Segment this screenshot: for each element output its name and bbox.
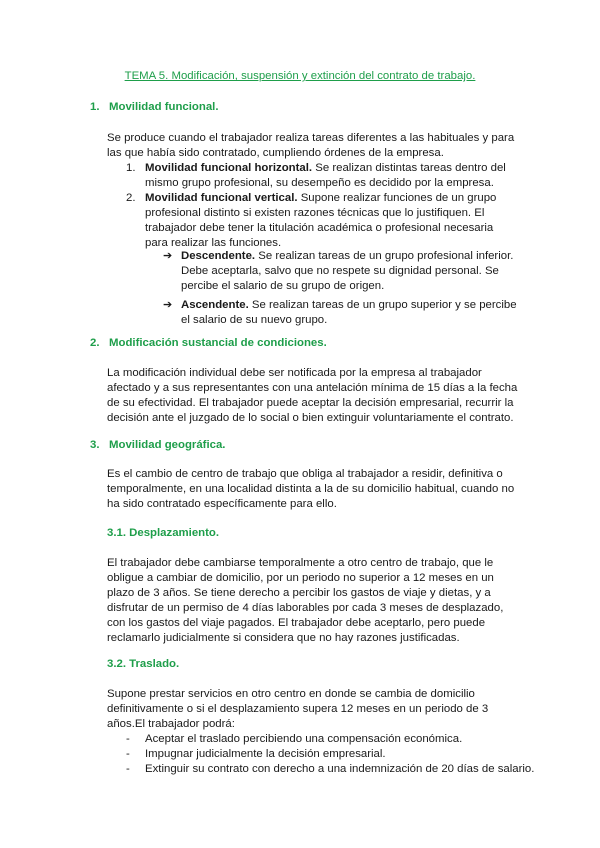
list-item: 2. Movilidad funcional vertical. Supone realizar funciones de un grupo profesional distinto si existen razones técnicas que lo justifiquen. El trabajador debe tener la titulación académica o profesional necesaria para realizar las funciones. xyxy=(126,192,497,249)
page-title: TEMA 5. Modificación, suspensión y extinción del contrato de trabajo. xyxy=(124,70,476,82)
section-3-text: Es el cambio de centro de trabajo que obliga al trabajador a residir, definitiva o temporalmente, en una localidad distinta a la de su domicilio habitual, cuando no ha sido contratado específicamente para ello. xyxy=(107,468,515,510)
section-title: Movilidad funcional. xyxy=(109,101,219,113)
arrow-right-icon: ➔ xyxy=(163,299,173,311)
subsection-3-2-text: Supone prestar servicios en otro centro en donde se cambia de domicilio definitivamente o si el desplazamiento supera 12 meses en un periodo de 3 años.El trabajador podrá: xyxy=(107,688,489,730)
section-title: Movilidad geográfica. xyxy=(109,439,226,451)
list-item: - Aceptar el traslado percibiendo una compensación económica. xyxy=(126,733,463,745)
subsection-3-2-heading: 3.2. Traslado. xyxy=(107,658,180,670)
list-item: 1. Movilidad funcional horizontal. Se realizan distintas tareas dentro del mismo grupo profesional, su desempeño es decidido por la empresa. xyxy=(126,162,506,189)
section-2-text: La modificación individual debe ser notificada por la empresa al trabajador afectado y a sus representantes con una antelación mínima de 15 días a la fecha de su efectividad. El trabajador puede aceptar la decisión empresarial, recurrir la decisión ante el juzgado de lo social o bien extinguir voluntariamente el contrato. xyxy=(107,367,518,424)
list-item: - Extinguir su contrato con derecho a una indemnización de 20 días de salario. xyxy=(126,763,535,775)
arrow-right-icon: ➔ xyxy=(163,250,173,262)
list-item: ➔ Ascendente. Se realizan tareas de un grupo superior y se percibe el salario de su nuevo grupo. xyxy=(163,299,517,326)
section-number: 1. xyxy=(90,101,100,113)
section-1-intro: Se produce cuando el trabajador realiza tareas diferentes a las habituales y para las que había sido contratado, cumpliendo órdenes de la empresa. xyxy=(107,132,515,159)
list-item: - Impugnar judicialmente la decisión empresarial. xyxy=(126,748,386,760)
subsection-3-1-heading: 3.1. Desplazamiento. xyxy=(107,527,220,539)
section-number: 3. xyxy=(90,439,100,451)
subsection-3-1-text: El trabajador debe cambiarse temporalmente a otro centro de trabajo, que le obligue a cambiar de domicilio, por un periodo no superior a 12 meses en un plazo de 3 años. Se tiene derecho a percibir los gastos de viaje y dietas, y a disfrutar de un permiso de 4 días laborables por cada 3 meses de desplazado, con los gastos del viaje pagados. El trabajador debe aceptarlo, pero puede reclamarlo judicialmente si considera que no hay razones justificadas. xyxy=(107,557,504,644)
functional-mobility-list xyxy=(126,161,516,251)
vertical-mobility-sublist xyxy=(163,249,518,332)
transfer-options-list xyxy=(126,732,546,777)
section-title: Modificación sustancial de condiciones. xyxy=(109,337,327,349)
section-number: 2. xyxy=(90,337,100,349)
list-item: ➔ Descendente. Se realizan tareas de un grupo profesional inferior. Debe aceptarla, salvo que no respete su dignidad personal. Se percibe el salario de su grupo de origen. xyxy=(163,250,514,292)
